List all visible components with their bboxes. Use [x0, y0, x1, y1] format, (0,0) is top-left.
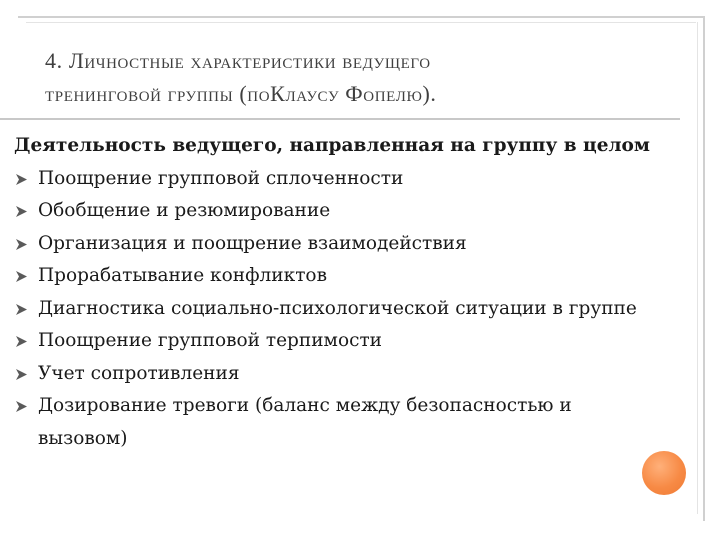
list-item-text: Организация и поощрение взаимодействия [38, 232, 467, 254]
title-separator [0, 118, 680, 120]
arrowhead-bullet-icon [15, 270, 28, 283]
list-item [14, 293, 664, 326]
content-heading: Деятельность ведущего, направленная на группу в целом [14, 135, 650, 156]
arrowhead-bullet-icon [15, 205, 28, 218]
frame-top-inner-line [26, 22, 696, 23]
title-line-1 [45, 44, 645, 77]
arrowhead-bullet-icon [15, 238, 28, 251]
arrowhead-bullet-icon [15, 303, 28, 316]
title-suffix: ). [422, 81, 437, 106]
list-item [14, 260, 664, 293]
list-item [14, 325, 664, 358]
frame-top-line [18, 16, 704, 18]
frame-right-line [703, 16, 705, 521]
list-item [14, 358, 664, 391]
arrowhead-bullet-icon [15, 173, 28, 186]
title-text-2: тренинговой группы (по [45, 81, 271, 106]
title-name-fopel: Фопелю [345, 81, 423, 106]
arrowhead-bullet-icon [15, 335, 28, 348]
arrowhead-bullet-icon [15, 400, 28, 413]
title-number: 4. [45, 48, 63, 73]
list-item [14, 195, 664, 228]
bullet-list [14, 163, 664, 456]
frame-right-inner-line [697, 22, 698, 514]
list-item-text: Учет сопротивления [38, 362, 240, 384]
list-item-text: Поощрение групповой терпимости [38, 330, 383, 351]
list-item-text: Обобщение и резюмирование [38, 200, 331, 221]
title-text-1: Личностные характеристики ведущего [68, 48, 431, 73]
list-item [14, 163, 664, 196]
list-item-text: Прорабатывание конфликтов [38, 265, 327, 286]
list-item-text: Поощрение групповой сплоченности [38, 167, 404, 189]
slide-title [45, 44, 645, 110]
content-body [14, 130, 664, 455]
arrowhead-bullet-icon [15, 368, 28, 381]
list-item-text: Дозирование тревоги (баланс между безопасностью и вызовом) [38, 395, 572, 449]
title-name-klaus: Клаусу [270, 81, 340, 106]
list-item [14, 228, 664, 261]
list-item [14, 390, 664, 455]
decorative-circle [642, 451, 686, 495]
title-line-2 [45, 77, 645, 110]
list-item-text: Диагностика социально-психологической ситуации в группе [38, 297, 637, 319]
